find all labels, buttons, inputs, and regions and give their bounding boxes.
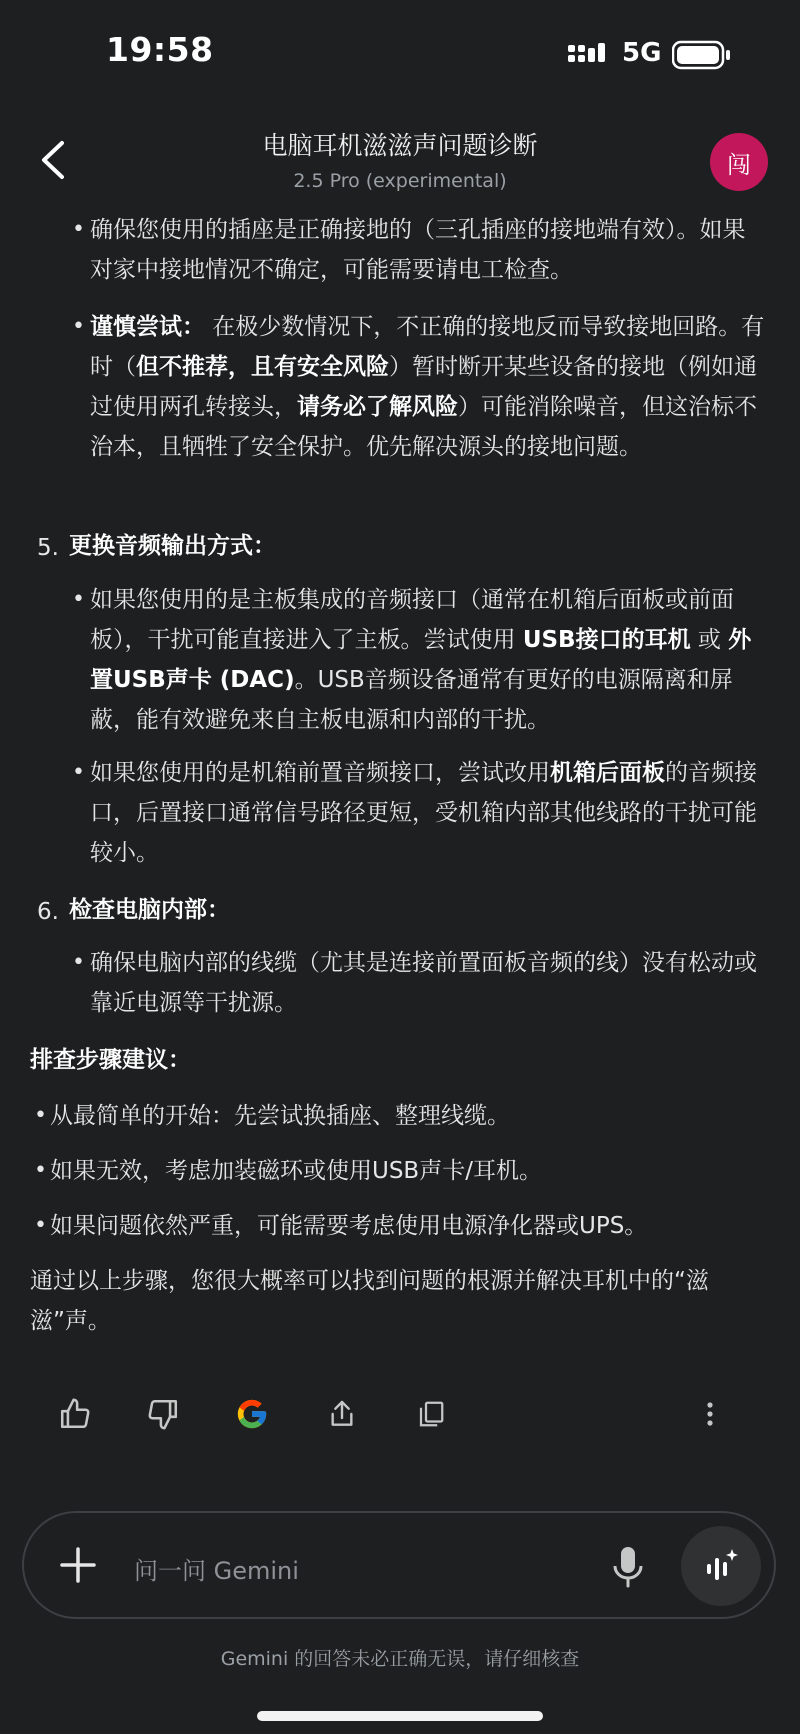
list-item: 如果问题依然严重，可能需要考虑使用电源净化器或UPS。 xyxy=(50,1213,648,1239)
network-label: 5G xyxy=(622,38,662,68)
copy-button[interactable] xyxy=(411,1394,451,1434)
text: 或 xyxy=(690,627,729,653)
list-item: 确保电脑内部的线缆（尤其是连接前置面板音频的线）没有松动或靠近电源等干扰源。 xyxy=(90,950,757,1016)
bold-text: 但不推荐，且有安全风险 xyxy=(136,354,389,380)
share-icon xyxy=(326,1398,358,1430)
conversation-title: 电脑耳机滋滋声问题诊断 xyxy=(262,131,538,160)
bold-text: 请务必了解风险 xyxy=(297,394,458,420)
prompt-input[interactable]: 问一问 Gemini xyxy=(134,1557,299,1585)
bullet: • xyxy=(34,1158,47,1183)
bullet: • xyxy=(72,587,85,612)
avatar[interactable]: 闯 xyxy=(710,133,768,191)
text: ）暂时断开某些设备的接地（例如通过使用两孔转接头， xyxy=(90,354,757,420)
list-number: 6. xyxy=(37,899,59,925)
list-item: 从最简单的开始：先尝试换插座、整理线缆。 xyxy=(50,1103,510,1129)
thumb-up-icon xyxy=(58,1397,92,1431)
bullet: • xyxy=(72,314,85,339)
text: 如果您使用的是机箱前置音频接口，尝试改用 xyxy=(90,760,550,786)
thumb-down-button[interactable] xyxy=(143,1394,183,1434)
bullet: • xyxy=(72,950,85,975)
thumb-down-icon xyxy=(146,1397,180,1431)
text: 如果您使用的是主板集成的音频接口（通常在机箱后面板或前面板），干扰可能直接进入了主板。尝试使用 xyxy=(90,587,734,653)
list-number: 5. xyxy=(37,535,59,561)
mic-icon[interactable] xyxy=(608,1545,648,1589)
bold-text: 谨慎尝试： xyxy=(90,314,205,340)
plus-icon[interactable] xyxy=(58,1545,98,1585)
status-time: 19:58 xyxy=(106,30,214,69)
bold-text: 机箱后面板 xyxy=(550,760,665,786)
list-item xyxy=(90,307,770,467)
google-icon xyxy=(235,1397,269,1431)
conclusion-paragraph: 通过以上步骤，您很大概率可以找到问题的根源并解决耳机中的“滋滋”声。 xyxy=(30,1268,709,1334)
bullet: • xyxy=(72,217,85,242)
list-item xyxy=(90,753,770,873)
bold-text: USB接口的耳机 xyxy=(522,627,691,653)
more-icon xyxy=(706,1401,714,1427)
bold-text: 外置USB声卡 (DAC) xyxy=(90,627,752,693)
google-search-button[interactable] xyxy=(232,1394,272,1434)
list-item: 如果无效，考虑加装磁环或使用USB声卡/耳机。 xyxy=(50,1158,542,1184)
text: ）可能消除噪音，但这治标不治本，且牺牲了安全保护。优先解决源头的接地问题。 xyxy=(90,394,757,460)
home-indicator xyxy=(257,1711,543,1721)
bullet: • xyxy=(72,760,85,785)
share-button[interactable] xyxy=(322,1394,362,1434)
bullet: • xyxy=(34,1103,47,1128)
disclaimer-text: Gemini 的回答未必正确无误，请仔细核查 xyxy=(220,1648,580,1670)
spark-icon xyxy=(701,1546,741,1586)
text: 的音频接口，后置接口通常信号路径更短，受机箱内部其他线路的干扰可能较小。 xyxy=(90,760,757,866)
section-heading: 排查步骤建议： xyxy=(30,1047,191,1073)
signal-icon xyxy=(568,43,608,69)
list-item: 确保您使用的插座是正确接地的（三孔插座的接地端有效）。如果对家中接地情况不确定，可能需要请电工检查。 xyxy=(90,217,746,283)
text: 在极少数情况下，不正确的接地反而导致接地回路。有时（ xyxy=(90,314,765,380)
thumb-up-button[interactable] xyxy=(55,1394,95,1434)
copy-icon xyxy=(416,1399,446,1429)
battery-icon xyxy=(672,40,732,70)
text: 。USB音频设备通常有更好的电源隔离和屏蔽，能有效避免来自主板电源和内部的干扰。 xyxy=(90,667,733,733)
section-heading: 检查电脑内部： xyxy=(69,897,230,923)
model-label[interactable]: 2.5 Pro (experimental) xyxy=(293,170,507,192)
list-item xyxy=(90,580,770,740)
more-options-button[interactable] xyxy=(690,1394,730,1434)
section-heading: 更换音频输出方式： xyxy=(69,533,276,559)
live-button[interactable] xyxy=(681,1526,761,1606)
bullet: • xyxy=(34,1213,47,1238)
